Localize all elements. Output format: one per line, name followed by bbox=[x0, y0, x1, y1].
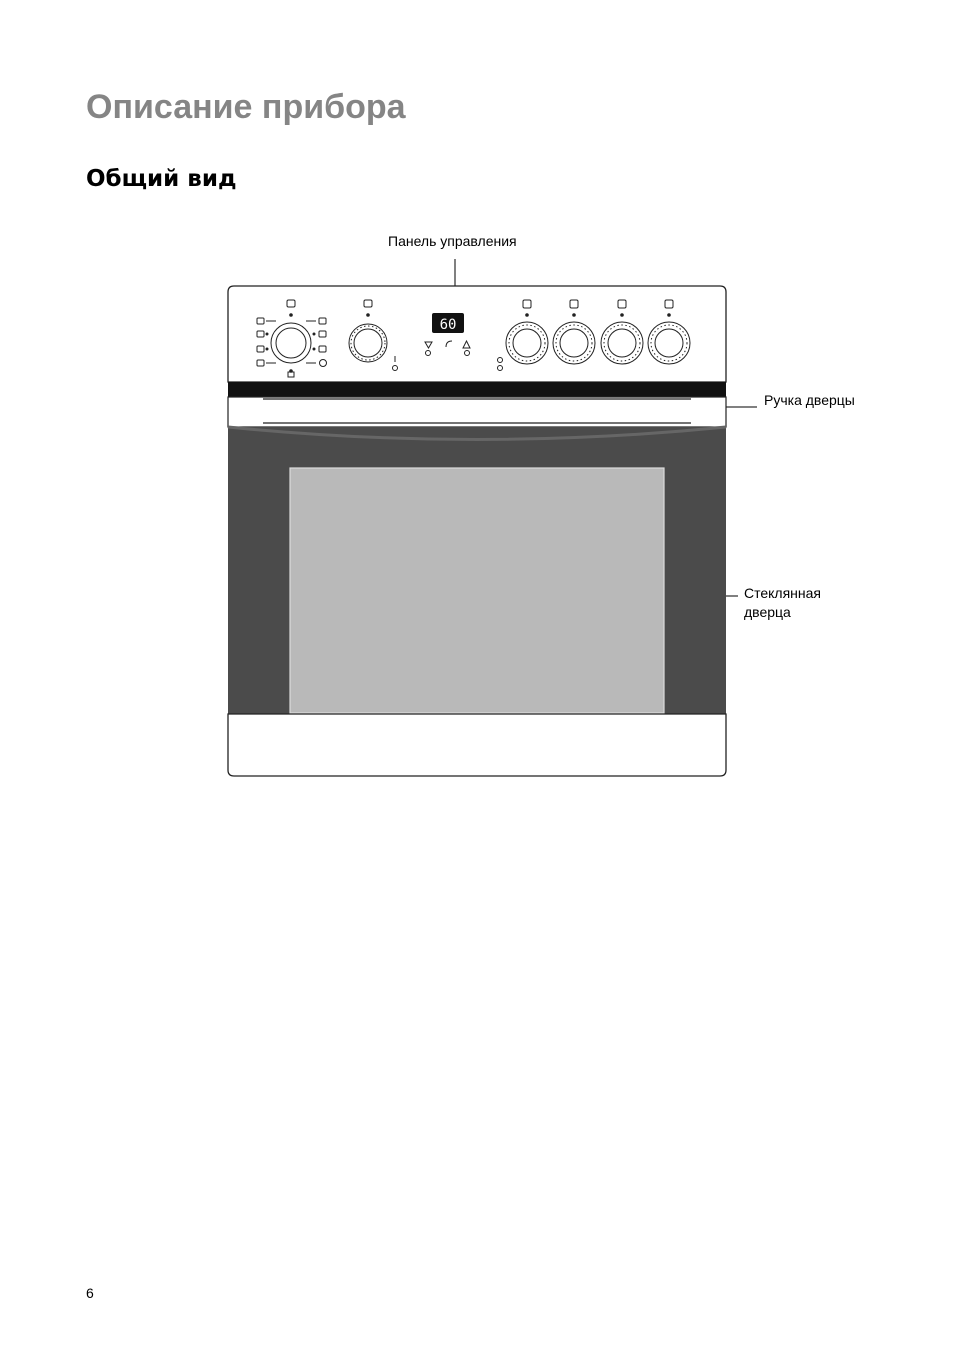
glass-door-callout-line2: дверца bbox=[744, 604, 791, 620]
glass-door-callout-line1: Стеклянная bbox=[744, 585, 822, 601]
door-handle-callout: Ручка дверцы bbox=[764, 392, 855, 408]
timer-display-value: 60 bbox=[439, 317, 457, 333]
control-panel-callout: Панель управления bbox=[388, 233, 517, 249]
page-title: Описание прибора bbox=[86, 88, 406, 126]
black-band bbox=[228, 382, 726, 397]
section-title: Общий вид bbox=[86, 166, 237, 192]
page-number: 6 bbox=[86, 1285, 94, 1301]
glass-window bbox=[290, 468, 664, 713]
bottom-panel bbox=[228, 714, 726, 776]
